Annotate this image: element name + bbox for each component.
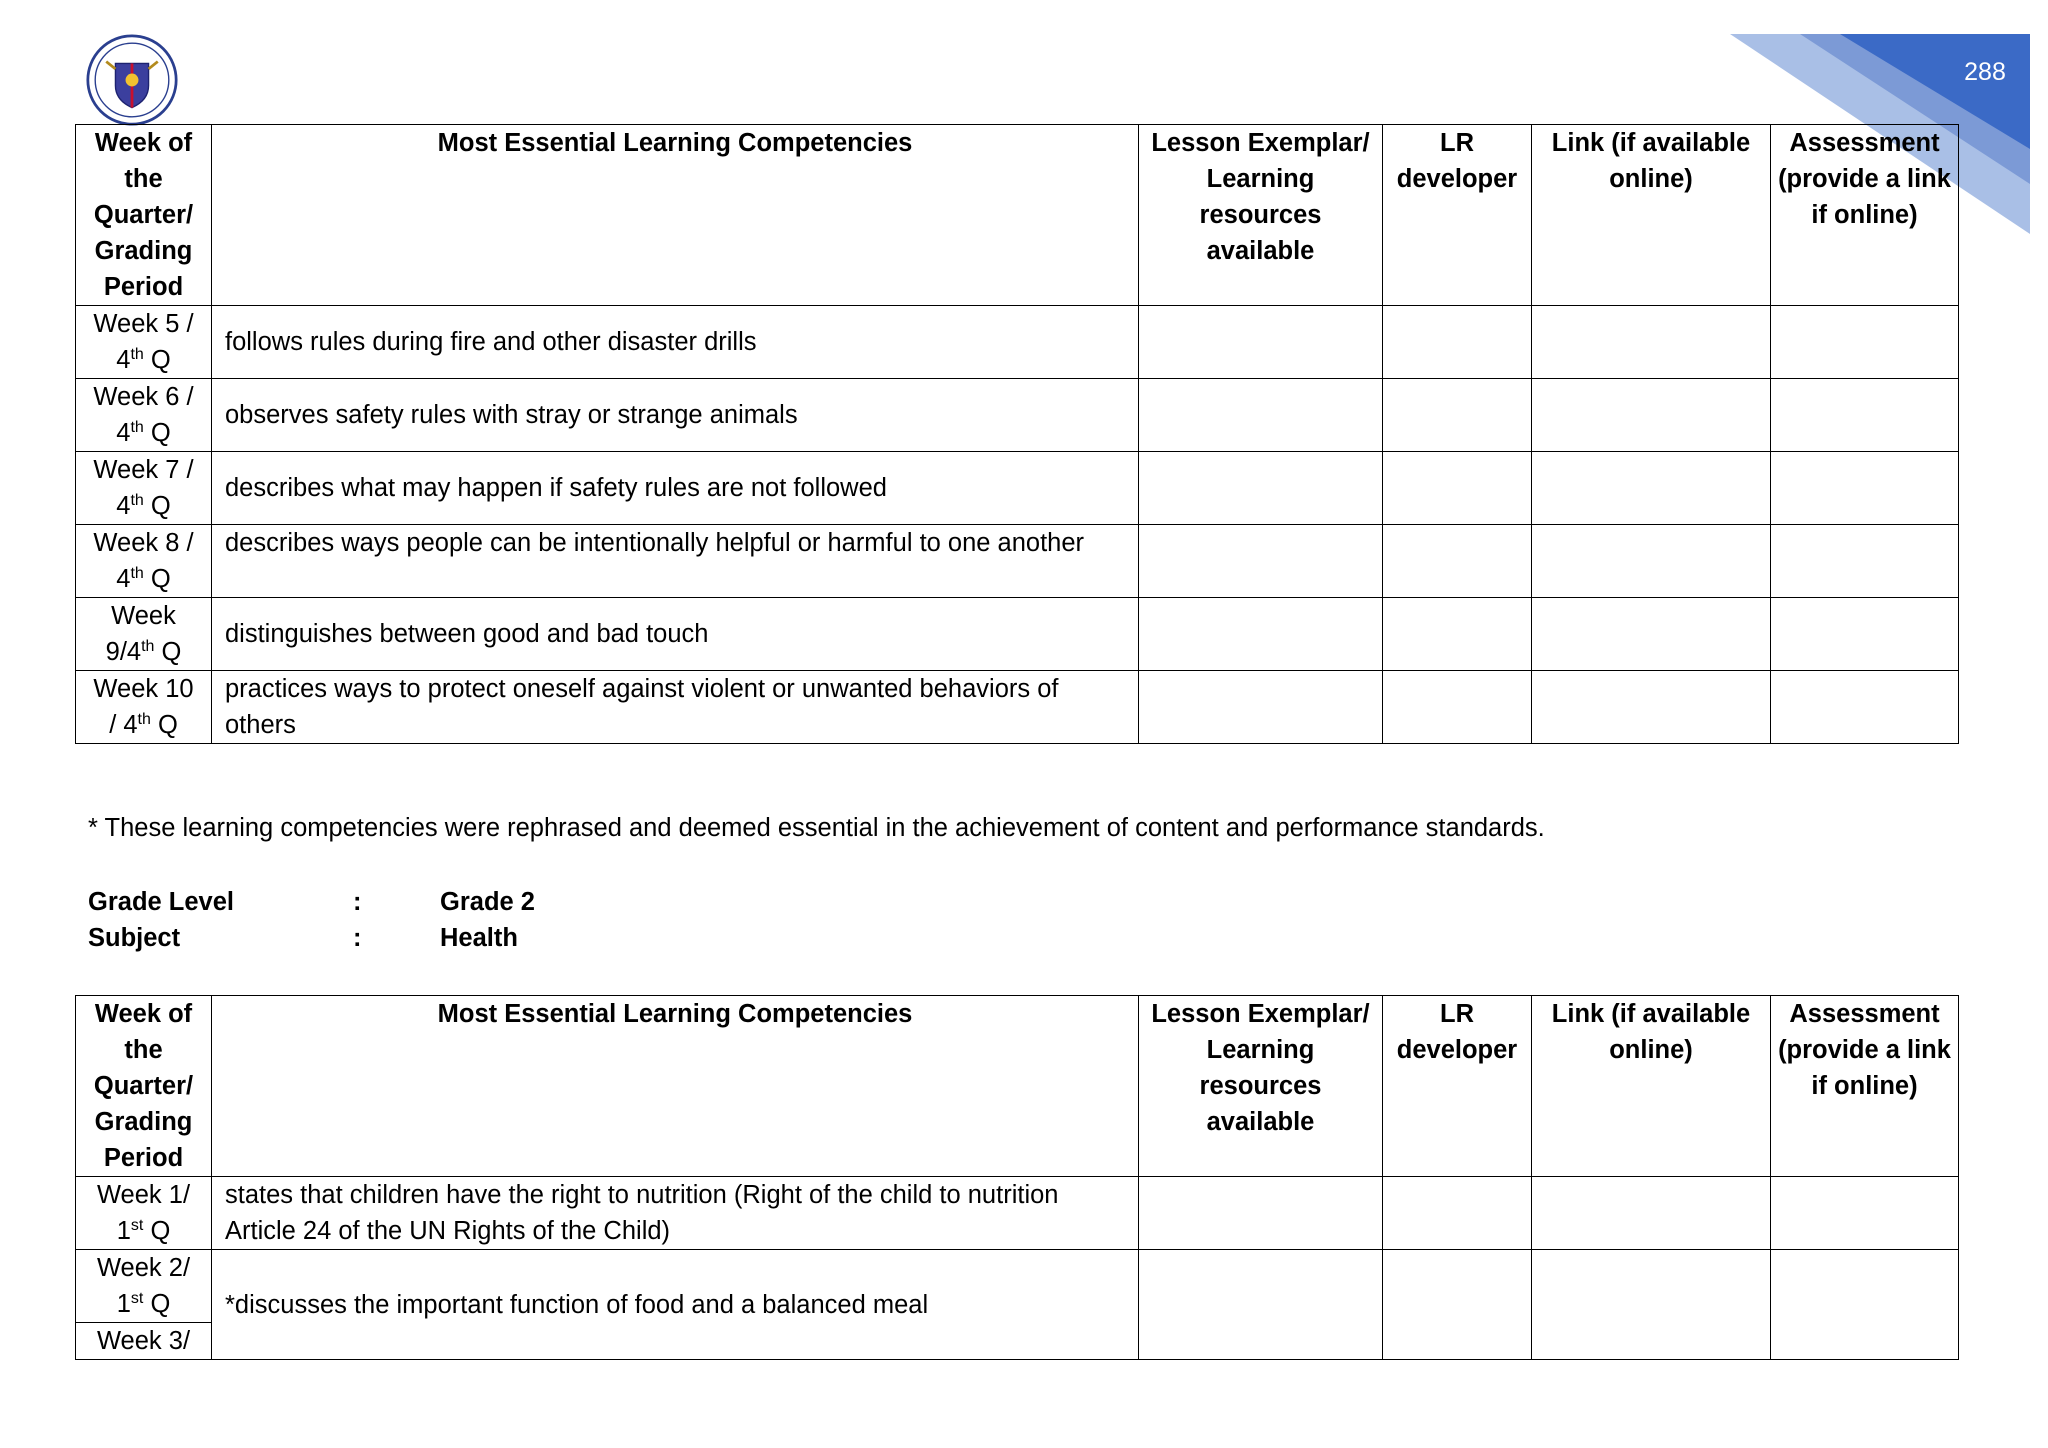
competencies-table-1 (75, 124, 1959, 744)
link-cell (1532, 306, 1771, 379)
table-row (76, 379, 1959, 452)
table-header-row (76, 125, 1959, 306)
link-cell (1532, 452, 1771, 525)
header-assessment: Assessment (provide a link if online) (1771, 996, 1959, 1177)
header-week: Week of the Quarter/ Grading Period (76, 996, 212, 1177)
assessment-cell (1771, 525, 1959, 598)
table-header-row (76, 996, 1959, 1177)
competency-cell: describes ways people can be intentionally helpful or harmful to one another (212, 525, 1139, 598)
lesson-cell (1139, 1250, 1383, 1360)
table-row (76, 1177, 1959, 1250)
assessment-cell (1771, 306, 1959, 379)
footnote: * These learning competencies were rephrased and deemed essential in the achievement of content and performance standards. (88, 814, 1545, 842)
lr-cell (1383, 452, 1532, 525)
assessment-cell (1771, 1177, 1959, 1250)
assessment-cell (1771, 1250, 1959, 1360)
competency-cell: *discusses the important function of food and a balanced meal (212, 1250, 1139, 1360)
lr-cell (1383, 525, 1532, 598)
header-lesson-exemplar: Lesson Exemplar/ Learning resources available (1139, 125, 1383, 306)
competency-cell: practices ways to protect oneself against violent or unwanted behaviors of others (212, 671, 1139, 744)
link-cell (1532, 379, 1771, 452)
competencies-table-2 (75, 995, 1959, 1360)
grade-level-colon: : (353, 888, 362, 916)
header-lesson-exemplar: Lesson Exemplar/ Learning resources available (1139, 996, 1383, 1177)
link-cell (1532, 1177, 1771, 1250)
lesson-cell (1139, 379, 1383, 452)
grade-level-value: Grade 2 (440, 888, 535, 916)
week-cell: Week 10 / 4th Q (76, 671, 212, 744)
competency-cell: follows rules during fire and other disaster drills (212, 306, 1139, 379)
lr-cell (1383, 671, 1532, 744)
lr-cell (1383, 306, 1532, 379)
subject-label: Subject (88, 924, 181, 952)
page-number: 288 (1964, 58, 2006, 86)
competency-cell: distinguishes between good and bad touch (212, 598, 1139, 671)
week-cell: Week 8 / 4th Q (76, 525, 212, 598)
week-cell: Week 1/ 1st Q (76, 1177, 212, 1250)
week-cell: Week 5 / 4th Q (76, 306, 212, 379)
competency-cell: describes what may happen if safety rules are not followed (212, 452, 1139, 525)
header-assessment: Assessment (provide a link if online) (1771, 125, 1959, 306)
lesson-cell (1139, 525, 1383, 598)
table-row (76, 452, 1959, 525)
header-melc: Most Essential Learning Competencies (212, 996, 1139, 1177)
lesson-cell (1139, 452, 1383, 525)
header-week: Week of the Quarter/ Grading Period (76, 125, 212, 306)
deped-seal-logo (86, 34, 178, 126)
competency-cell: states that children have the right to nutrition (Right of the child to nutrition Article 24 of the UN Rights of the Child) (212, 1177, 1139, 1250)
subject-colon: : (353, 924, 362, 952)
lesson-cell (1139, 598, 1383, 671)
header-link: Link (if available online) (1532, 125, 1771, 306)
link-cell (1532, 525, 1771, 598)
table-row (76, 598, 1959, 671)
link-cell (1532, 671, 1771, 744)
assessment-cell (1771, 598, 1959, 671)
week-cell: Week 3/ (76, 1323, 212, 1360)
lr-cell (1383, 379, 1532, 452)
header-lr-developer: LR developer (1383, 996, 1532, 1177)
table-row (76, 525, 1959, 598)
grade-level-label: Grade Level (88, 888, 234, 916)
assessment-cell (1771, 379, 1959, 452)
assessment-cell (1771, 671, 1959, 744)
header-lr-developer: LR developer (1383, 125, 1532, 306)
assessment-cell (1771, 452, 1959, 525)
week-cell: Week 6 / 4th Q (76, 379, 212, 452)
subject-value: Health (440, 924, 518, 952)
header-link: Link (if available online) (1532, 996, 1771, 1177)
lesson-cell (1139, 306, 1383, 379)
link-cell (1532, 1250, 1771, 1360)
lesson-cell (1139, 671, 1383, 744)
week-cell: Week 2/ 1st Q (76, 1250, 212, 1323)
lr-cell (1383, 598, 1532, 671)
header-melc: Most Essential Learning Competencies (212, 125, 1139, 306)
link-cell (1532, 598, 1771, 671)
competency-cell: observes safety rules with stray or strange animals (212, 379, 1139, 452)
week-cell: Week 9/4th Q (76, 598, 212, 671)
week-cell: Week 7 / 4th Q (76, 452, 212, 525)
lr-cell (1383, 1177, 1532, 1250)
table-row (76, 671, 1959, 744)
lesson-cell (1139, 1177, 1383, 1250)
table-row (76, 306, 1959, 379)
lr-cell (1383, 1250, 1532, 1360)
table-row (76, 1250, 1959, 1323)
